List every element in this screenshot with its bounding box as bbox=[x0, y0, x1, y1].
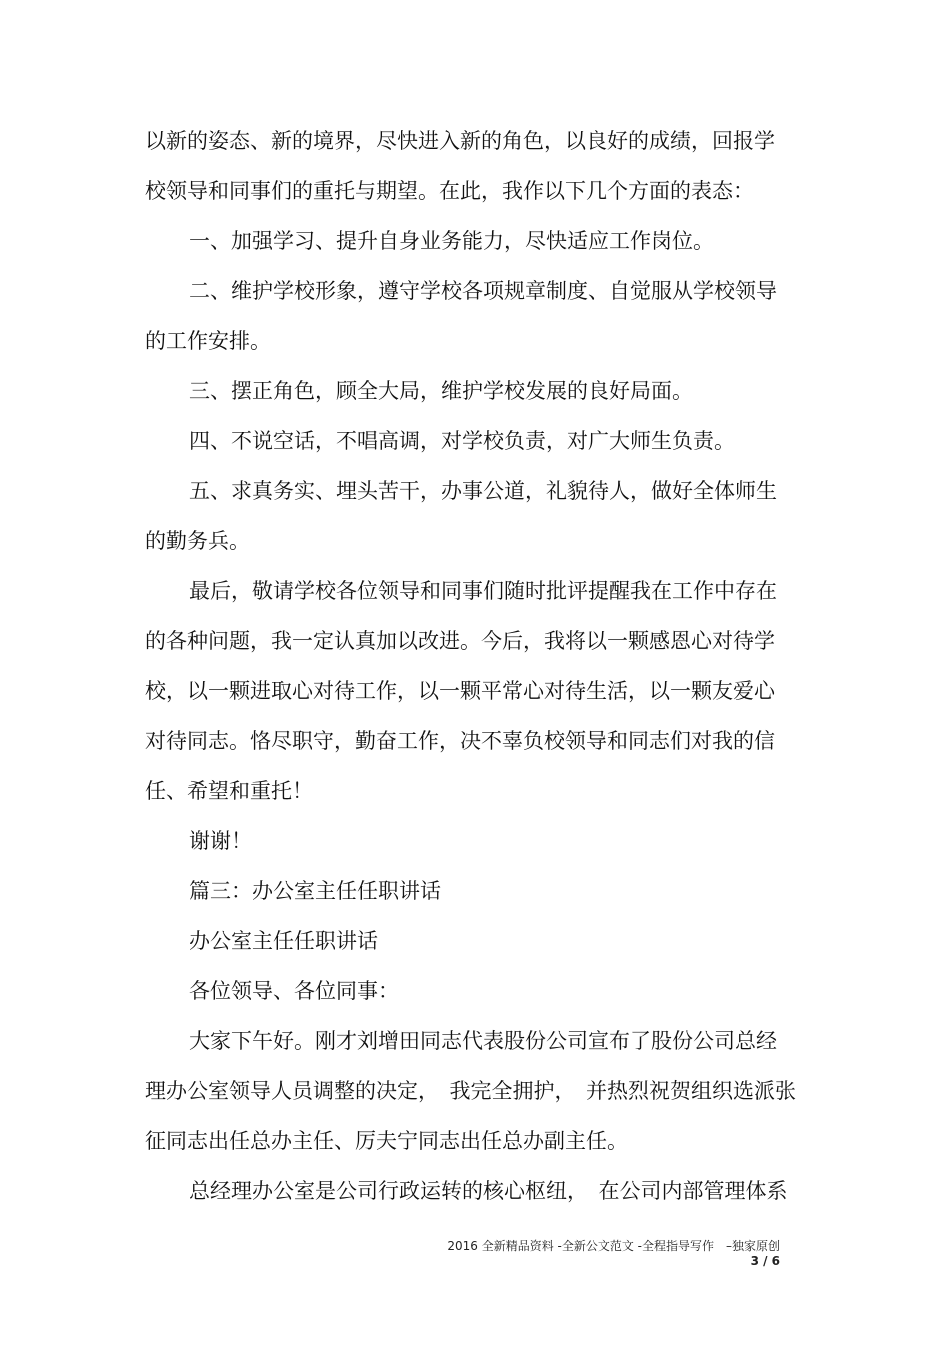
text-line: 五、求真务实、埋头苦干，办事公道，礼貌待人，做好全体师生 bbox=[189, 479, 777, 503]
text-line: 三、摆正角色，顾全大局，维护学校发展的良好局面。 bbox=[189, 379, 693, 403]
text-line: 以新的姿态、新的境界，尽快进入新的角色，以良好的成绩，回报学 bbox=[145, 129, 775, 153]
text-line: 一、加强学习、提升自身业务能力，尽快适应工作岗位。 bbox=[189, 229, 714, 253]
text-line: 的勤务兵。 bbox=[145, 529, 250, 553]
text-line: 最后，敬请学校各位领导和同事们随时批评提醒我在工作中存在 bbox=[189, 579, 777, 603]
page-number: 3 / 6 bbox=[750, 1254, 780, 1268]
body-text bbox=[145, 116, 805, 1216]
text-line: 谢谢！ bbox=[189, 829, 252, 853]
footer-note: 2016 全新精品资料 -全新公文范文 -全程指导写作 –独家原创 bbox=[447, 1239, 780, 1253]
text-line: 任、希望和重托！ bbox=[145, 779, 313, 803]
text-line: 的各种问题，我一定认真加以改进。今后，我将以一颗感恩心对待学 bbox=[145, 629, 775, 653]
text-line: 各位领导、各位同事： bbox=[189, 979, 399, 1003]
text-line: 的工作安排。 bbox=[145, 329, 271, 353]
text-line: 总经理办公室是公司行政运转的核心枢纽， 在公司内部管理体系 bbox=[189, 1179, 788, 1203]
text-line: 二、维护学校形象，遵守学校各项规章制度、自觉服从学校领导 bbox=[189, 279, 777, 303]
text-line: 校，以一颗进取心对待工作，以一颗平常心对待生活，以一颗友爱心 bbox=[145, 679, 775, 703]
text-line: 办公室主任任职讲话 bbox=[189, 929, 378, 953]
text-line: 四、不说空话，不唱高调，对学校负责，对广大师生负责。 bbox=[189, 429, 735, 453]
text-line: 大家下午好。刚才刘增田同志代表股份公司宣布了股份公司总经 bbox=[189, 1029, 777, 1053]
text-line: 理办公室领导人员调整的决定， 我完全拥护， 并热烈祝贺组织选派张 bbox=[145, 1079, 796, 1103]
text-line: 对待同志。恪尽职守，勤奋工作，决不辜负校领导和同志们对我的信 bbox=[145, 729, 775, 753]
text-line: 征同志出任总办主任、厉夫宁同志出任总办副主任。 bbox=[145, 1129, 628, 1153]
text-line: 篇三：办公室主任任职讲话 bbox=[189, 879, 441, 903]
text-line: 校领导和同事们的重托与期望。在此，我作以下几个方面的表态： bbox=[145, 179, 754, 203]
